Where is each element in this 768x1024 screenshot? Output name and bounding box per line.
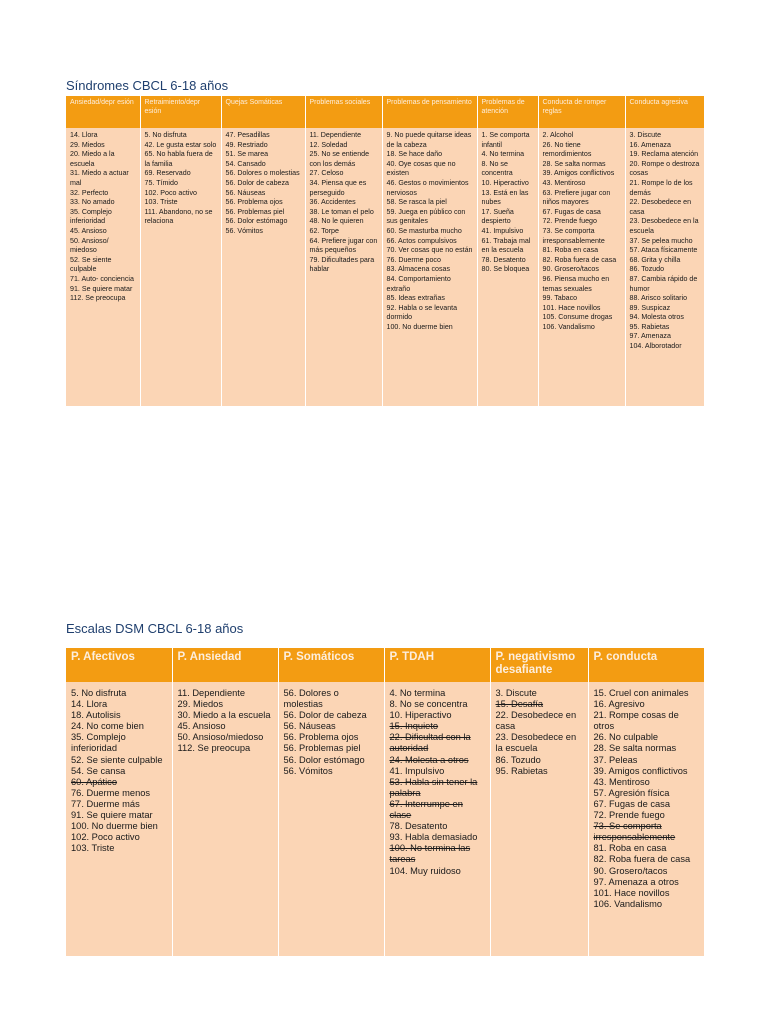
list-item: 106. Vandalismo [542, 322, 595, 331]
list-item: 17. Sueña despierto [481, 207, 514, 226]
list-item: 37. Se pelea mucho [629, 236, 693, 245]
list-item: 104. Muy ruidoso [389, 865, 461, 876]
list-item: 57. Agresión física [593, 787, 670, 798]
list-item: 56. Dolor de cabeza [283, 710, 367, 721]
list-item: 46. Gestos o movimientos nerviosos [386, 178, 469, 197]
list-item: 52. Se siente culpable [71, 754, 163, 765]
list-item: 56. Dolor estómago [225, 217, 288, 226]
list-item: 65. No habla fuera de la familia [144, 150, 213, 168]
list-item: 86. Tozudo [629, 265, 665, 274]
list-item: 5. No disfruta [144, 131, 187, 139]
list-item: 81. Roba en casa [593, 843, 667, 854]
list-item: 72. Prende fuego [593, 810, 665, 821]
list-item: 76. Duerme poco [386, 255, 441, 264]
list-item: 56. Problema ojos [283, 732, 359, 743]
list-item: 29. Miedos [70, 140, 105, 149]
list-item: 82. Roba fuera de casa [593, 854, 691, 865]
column-header: Retraimiento/depr esión [140, 96, 221, 128]
list-item: 100. No termina las tareas [389, 843, 471, 865]
list-item: 56. Náuseas [283, 721, 336, 732]
column-header: Problemas de atención [477, 96, 538, 128]
list-item: 97. Amenaza a otros [593, 876, 679, 887]
list-item: 11. Dependiente [177, 688, 246, 698]
list-item: 67. Interrumpe en clase [389, 798, 463, 821]
list-item: 18. Autolisis [71, 710, 121, 721]
list-item: 32. Perfecto [70, 188, 109, 197]
column-header: P. Somáticos [278, 648, 384, 682]
list-item: 16. Amenaza [629, 140, 671, 149]
list-item: 36. Accidentes [309, 198, 356, 207]
column-header: P. conducta [588, 648, 704, 682]
column-header: P. Ansiedad [172, 648, 278, 682]
list-item: 10. Hiperactivo [389, 710, 452, 721]
list-item: 23. Desobedece en la escuela [629, 217, 699, 235]
list-item: 21. Rompe lo de los demás [629, 178, 693, 197]
list-item: 63. Prefiere jugar con niños mayores [542, 188, 611, 207]
list-item: 50. Ansioso/miedoso [177, 732, 264, 743]
list-item: 4. No termina [389, 688, 446, 698]
list-item: 33. No amado [70, 198, 115, 207]
list-item: 61. Trabaja mal en la escuela [481, 236, 531, 255]
list-item: 73. Se comporta irresponsablemente [542, 226, 605, 245]
list-item: 29. Miedos [177, 699, 223, 710]
list-item: 51. Se marea [225, 150, 269, 159]
list-item: 99. Tabaco [542, 294, 578, 303]
list-item: 8. No se concentra [389, 699, 468, 710]
list-item: 72. Prende fuego [542, 217, 597, 226]
list-item: 105. Consume drogas [542, 313, 613, 322]
column-header: Conducta de romper reglas [538, 96, 625, 128]
column-header: P. TDAH [384, 648, 490, 682]
table-cell [140, 128, 221, 406]
list-item: 79. Dificultades para hablar [309, 255, 375, 274]
table-row [66, 682, 704, 956]
list-item: 15. Cruel con animales [593, 688, 689, 698]
list-item: 15. Inquieto [389, 721, 439, 732]
list-item: 100. No duerme bien [71, 821, 158, 832]
list-item: 93. Habla demasiado [389, 832, 478, 843]
list-item: 78. Desatento [389, 821, 448, 832]
list-item: 22. Desobedece en casa [629, 198, 692, 216]
list-item: 84. Comportamiento extraño [386, 274, 451, 293]
list-item: 104. Alborotador [629, 342, 682, 351]
table-cell [66, 128, 140, 406]
list-item: 76. Duerme menos [71, 787, 151, 798]
list-item: 77. Duerme más [71, 798, 140, 809]
table-header-row [66, 648, 704, 682]
list-item: 64. Prefiere jugar con más pequeños [309, 236, 378, 255]
table-cell [477, 128, 538, 406]
list-item: 43. Mentiroso [542, 178, 586, 187]
list-item: 67. Fugas de casa [542, 207, 601, 216]
table-row [66, 128, 704, 406]
list-item: 88. Arisco solitario [629, 294, 688, 303]
list-item: 94. Molesta otros [629, 313, 684, 322]
list-item: 62. Torpe [309, 226, 339, 235]
list-item: 87. Cambia rápido de humor [629, 274, 698, 293]
list-item: 58. Se rasca la piel [386, 198, 447, 207]
list-item: 38. Le toman el pelo [309, 207, 374, 216]
list-item: 50. Ansioso/ miedoso [70, 236, 109, 255]
table-cell [588, 682, 704, 956]
list-item: 30. Miedo a la escuela [177, 710, 271, 721]
list-item: 22. Dificultad con la autoridad [389, 732, 471, 754]
list-item: 102. Poco activo [71, 832, 140, 843]
list-item: 56. Vómitos [283, 765, 333, 776]
list-item: 56. Problema ojos [225, 198, 283, 207]
list-item: 112. Se preocupa [70, 294, 126, 303]
list-item: 56. Dolor de cabeza [225, 178, 289, 187]
list-item: 68. Grita y chilla [629, 255, 681, 264]
list-item: 95. Rabietas [495, 765, 548, 776]
list-item: 101. Hace novillos [593, 887, 670, 898]
list-item: 14. Llora [71, 699, 108, 710]
list-item: 56. Problemas piel [225, 207, 285, 216]
list-item: 103. Triste [71, 843, 115, 854]
list-item: 21. Rompe cosas de otros [593, 710, 679, 732]
list-item: 12. Soledad [309, 140, 348, 149]
list-item: 59. Juega en público con sus genitales [386, 207, 466, 226]
list-item: 56. Dolor estómago [283, 754, 365, 765]
list-item: 111. Abandono, no se relaciona [144, 207, 213, 226]
list-item: 91. Se quiere matar [71, 810, 153, 821]
list-item: 9. No puede quitarse ideas de la cabeza [386, 131, 472, 149]
list-item: 80. Se bloquea [481, 265, 530, 274]
list-item: 26. No culpable [593, 732, 659, 743]
list-item: 66. Actos compulsivos [386, 236, 457, 245]
list-item: 28. Se salta normas [593, 743, 677, 754]
list-item: 56. Vómitos [225, 226, 263, 235]
list-item: 69. Reservado [144, 169, 191, 178]
list-item: 97. Amenaza [629, 332, 671, 341]
list-item: 39. Amigos conflictivos [593, 765, 688, 776]
list-item: 67. Fugas de casa [593, 798, 670, 809]
list-item: 56. Problemas piel [283, 743, 361, 754]
table-cell [172, 682, 278, 956]
list-item: 56. Náuseas [225, 188, 266, 197]
list-item: 26. No tiene remordimientos [542, 140, 592, 159]
section2-title: Escalas DSM CBCL 6-18 años [66, 621, 244, 636]
list-item: 54. Se cansa [71, 765, 126, 776]
table-cell [538, 128, 625, 406]
list-item: 89. Suspicaz [629, 303, 671, 312]
list-item: 41. Impulsivo [481, 226, 524, 235]
list-item: 13. Está en las nubes [481, 188, 529, 207]
list-item: 34. Piensa que es perseguido [309, 178, 367, 197]
list-item: 71. Auto- conciencia [70, 274, 134, 283]
list-item: 83. Almacena cosas [386, 265, 450, 274]
list-item: 81. Roba en casa [542, 246, 599, 255]
list-item: 24. No come bien [71, 721, 144, 732]
table-cell [221, 128, 305, 406]
list-item: 86. Tozudo [495, 754, 541, 765]
list-item: 92. Habla o se levanta dormido [386, 303, 458, 322]
list-item: 78. Desatento [481, 255, 526, 264]
list-item: 20. Rompe o destroza cosas [629, 159, 700, 178]
column-header: P. Afectivos [66, 648, 172, 682]
list-item: 49. Restriado [225, 140, 268, 149]
list-item: 112. Se preocupa [177, 743, 251, 754]
list-item: 70. Ver cosas que no están [386, 246, 473, 255]
column-header: Problemas de pensamiento [382, 96, 477, 128]
table-cell [278, 682, 384, 956]
list-item: 35. Complejo inferioridad [70, 207, 112, 226]
list-item: 2. Alcohol [542, 131, 574, 139]
list-item: 45. Ansioso [70, 226, 107, 235]
list-item: 23. Desobedece en la escuela [495, 732, 577, 754]
cbcl-syndromes-table [66, 96, 704, 406]
list-item: 31. Miedo a actuar mal [70, 169, 129, 187]
column-header: Ansiedad/depr esión [66, 96, 140, 128]
list-item: 90. Grosero/tacos [542, 265, 599, 274]
list-item: 19. Reclama atención [629, 150, 699, 159]
list-item: 53. Habla sin tener la palabra [389, 776, 478, 798]
list-item: 102. Poco activo [144, 188, 197, 197]
list-item: 100. No duerme bien [386, 322, 453, 331]
list-item: 56. Dolores o molestias [283, 688, 339, 710]
list-item: 10. Hiperactivo [481, 178, 529, 187]
list-item: 52. Se siente culpable [70, 255, 112, 274]
list-item: 60. Apático [71, 776, 118, 787]
section1-title: Síndromes CBCL 6-18 años [66, 78, 229, 93]
list-item: 25. No se entiende con los demás [309, 150, 370, 168]
table-cell [625, 128, 704, 406]
column-header: Problemas sociales [305, 96, 382, 128]
column-header: Conducta agresiva [625, 96, 704, 128]
list-item: 37. Peleas [593, 754, 638, 765]
list-item: 39. Amigos conflictivos [542, 169, 615, 178]
list-item: 1. Se comporta infantil [481, 131, 530, 149]
list-item: 18. Se hace daño [386, 150, 443, 159]
list-item: 75. Tímido [144, 178, 178, 187]
list-item: 90. Grosero/tacos [593, 865, 668, 876]
list-item: 3. Discute [629, 131, 662, 139]
list-item: 45. Ansioso [177, 721, 226, 732]
table-cell [66, 682, 172, 956]
list-item: 22. Desobedece en casa [495, 710, 577, 732]
list-item: 82. Roba fuera de casa [542, 255, 617, 264]
list-item: 57. Ataca físicamente [629, 246, 698, 255]
table-cell [490, 682, 588, 956]
list-item: 24. Molesta a otros [389, 754, 469, 765]
list-item: 8. No se concentra [481, 159, 513, 178]
list-item: 96. Piensa mucho en temas sexuales [542, 274, 610, 293]
list-item: 85. Ideas extrañas [386, 294, 445, 303]
list-item: 5. No disfruta [71, 688, 127, 698]
list-item: 16. Agresivo [593, 699, 645, 710]
column-header: P. negativismo desafiante [490, 648, 588, 682]
list-item: 48. No le quieren [309, 217, 364, 226]
column-header: Quejas Somáticas [221, 96, 305, 128]
list-item: 101. Hace novillos [542, 303, 601, 312]
list-item: 28. Se salta normas [542, 159, 606, 168]
table-cell [384, 682, 490, 956]
table-cell [382, 128, 477, 406]
list-item: 35. Complejo inferioridad [71, 732, 126, 754]
list-item: 41. Impulsivo [389, 765, 445, 776]
list-item: 60. Se masturba mucho [386, 226, 462, 235]
list-item: 106. Vandalismo [593, 898, 663, 909]
dsm-scales-table [66, 648, 704, 956]
list-item: 47. Pesadillas [225, 131, 270, 139]
list-item: 20. Miedo a la escuela [70, 150, 115, 168]
list-item: 3. Discute [495, 688, 537, 698]
list-item: 40. Oye cosas que no existen [386, 159, 456, 178]
list-item: 43. Mentiroso [593, 776, 650, 787]
list-item: 4. No termina [481, 150, 525, 159]
list-item: 73. Se comporta irresponsablemente [593, 821, 676, 843]
list-item: 11. Dependiente [309, 131, 362, 139]
list-item: 56. Dolores o molestias [225, 169, 300, 178]
list-item: 54. Cansado [225, 159, 266, 168]
list-item: 14. Llora [70, 131, 98, 139]
list-item: 103. Triste [144, 198, 178, 207]
list-item: 42. Le gusta estar solo [144, 140, 217, 149]
list-item: 27. Celoso [309, 169, 344, 178]
list-item: 95. Rabietas [629, 322, 670, 331]
table-header-row [66, 96, 704, 128]
table-cell [305, 128, 382, 406]
list-item: 15. Desafía [495, 699, 544, 710]
list-item: 91. Se quiere matar [70, 284, 133, 293]
